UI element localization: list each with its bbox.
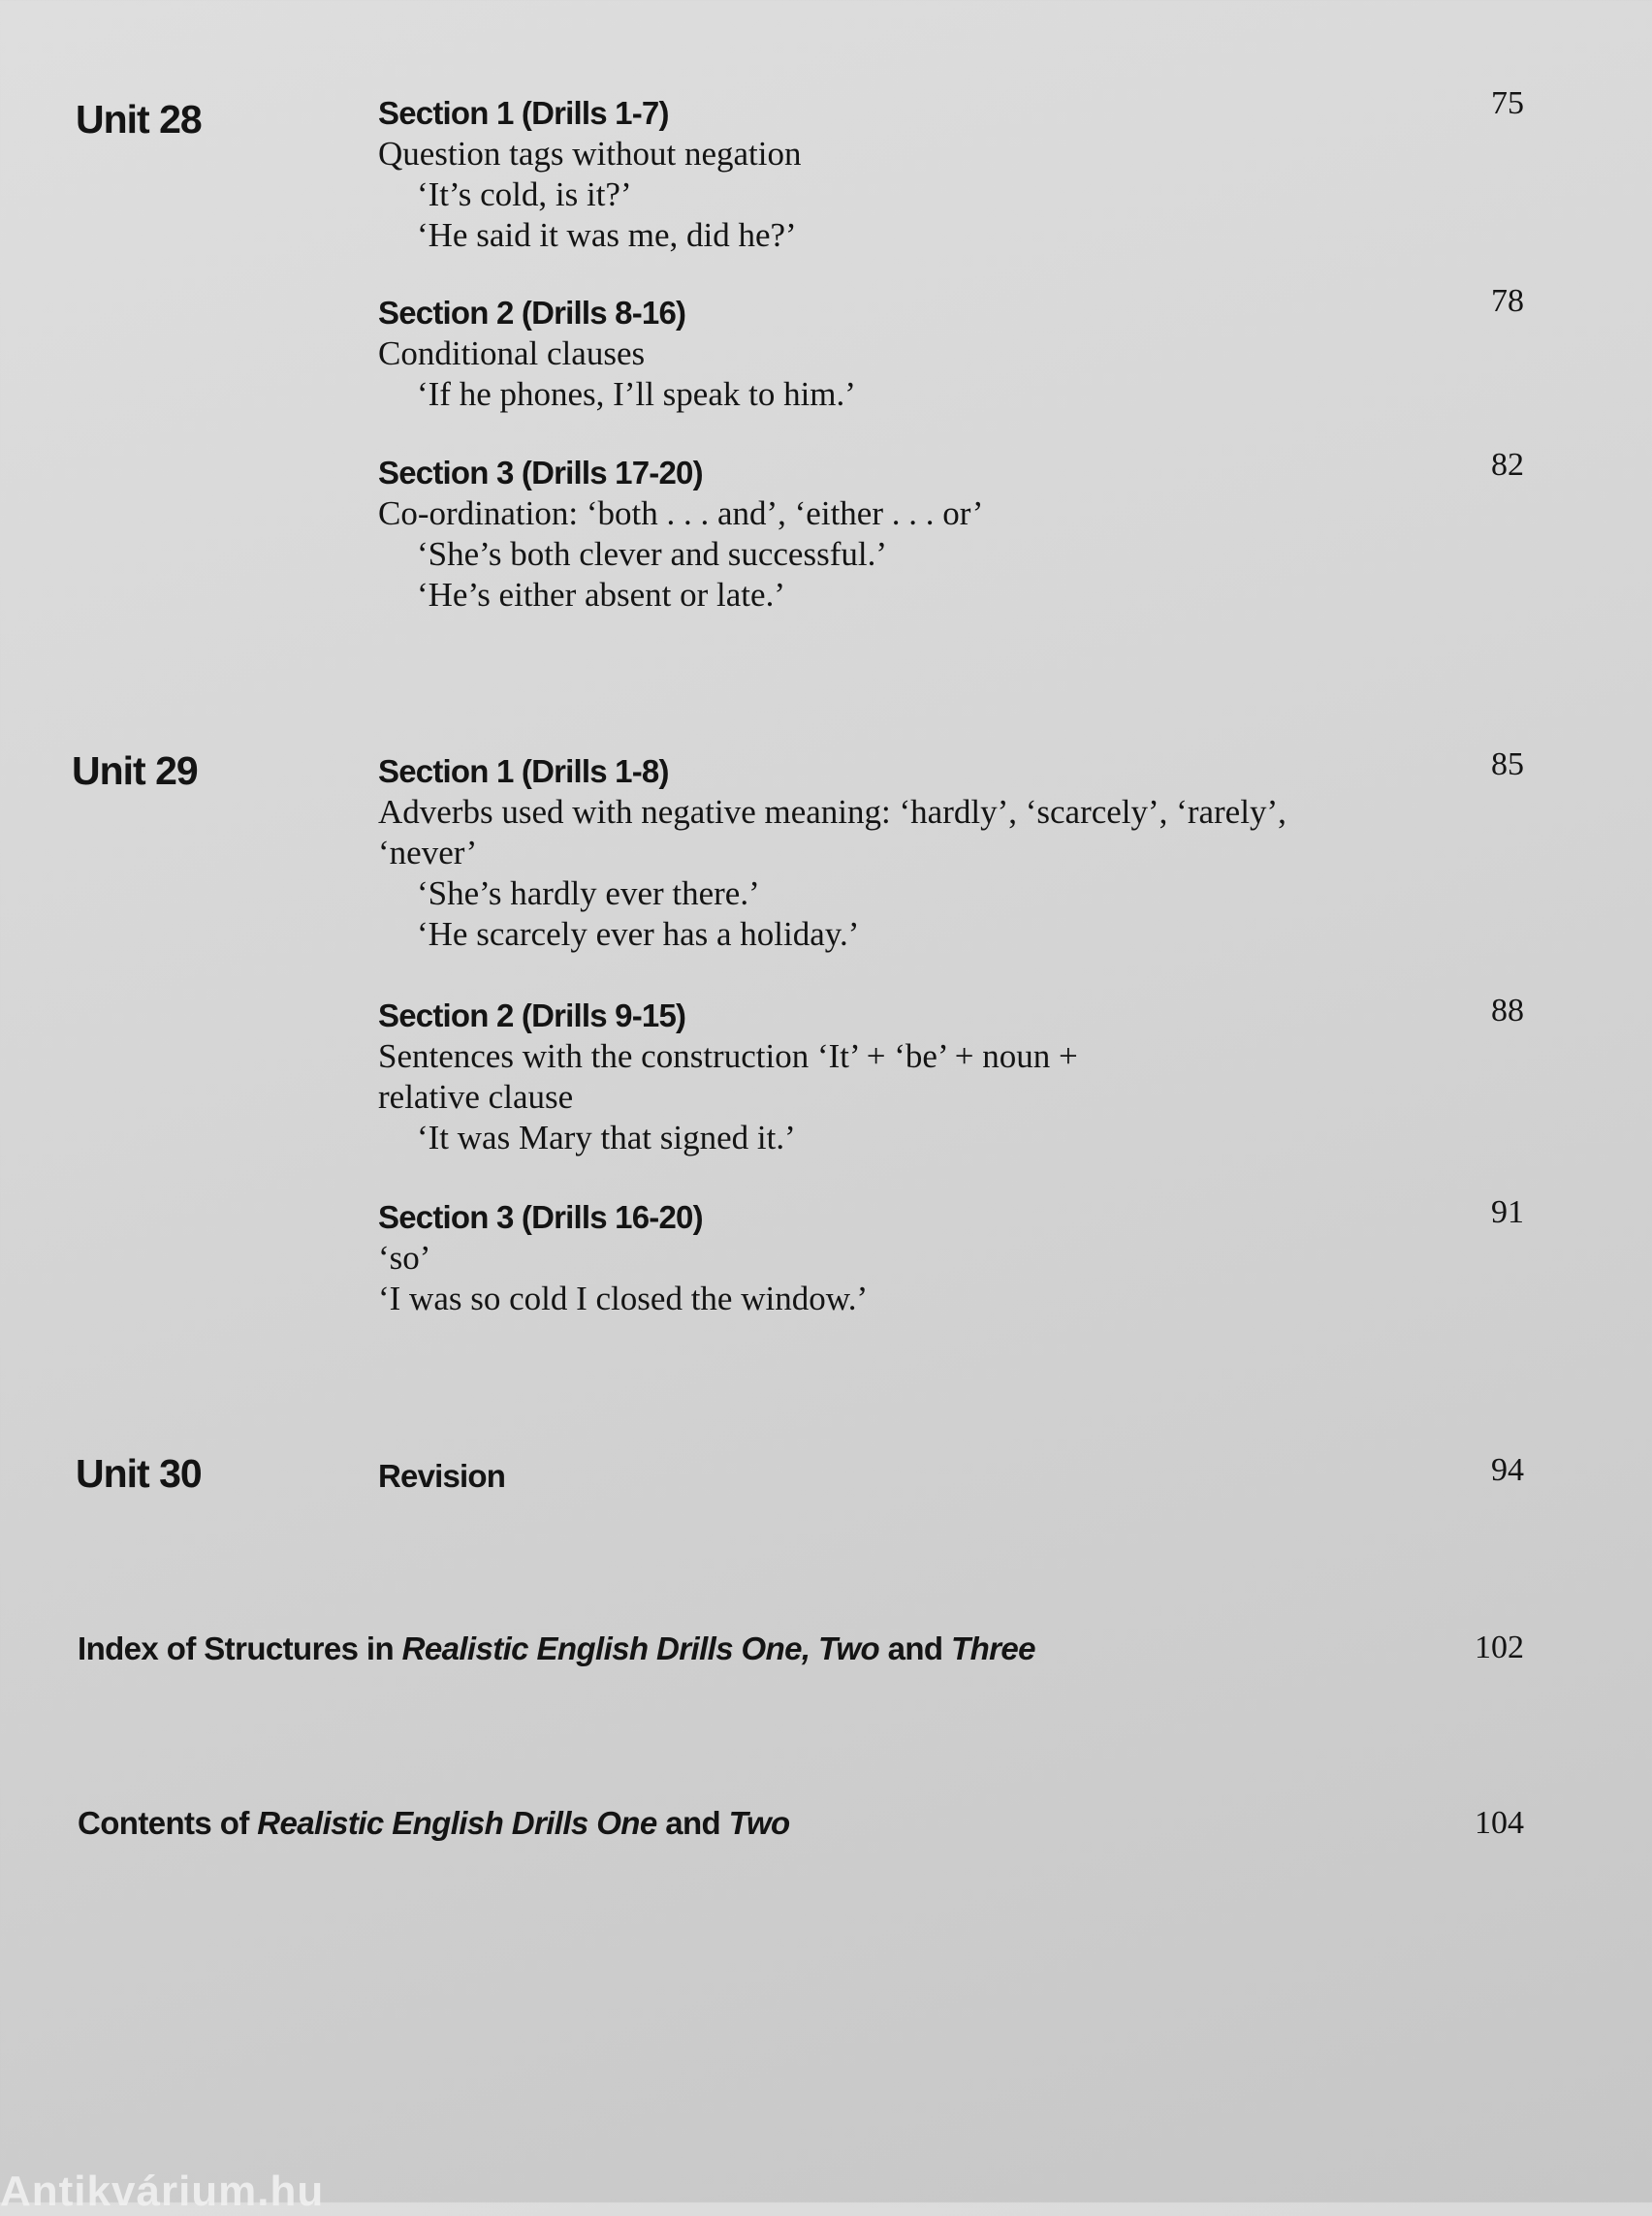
- section-title: Section 3 (Drills 16-20): [378, 1199, 703, 1235]
- book-title: Three: [951, 1630, 1035, 1666]
- unit-28-section-3: [378, 452, 1299, 616]
- section-topic: Co-ordination: ‘both . . . and’, ‘either . . . or’: [378, 494, 984, 532]
- page-number: 78: [1491, 283, 1524, 319]
- unit-29-section-1: [378, 750, 1299, 955]
- unit-30-revision: [378, 1455, 1299, 1497]
- page-number: 91: [1491, 1194, 1524, 1230]
- unit-28-section-2: [378, 292, 1299, 415]
- entry-joiner: and: [879, 1630, 952, 1666]
- page-number: 88: [1491, 993, 1524, 1029]
- unit-29-label: Unit 29: [72, 748, 198, 793]
- book-title: Realistic English Drills One, Two: [401, 1630, 880, 1666]
- section-topic: Adverbs used with negative meaning: ‘hardly’, ‘scarcely’, ‘rarely’,: [378, 793, 1287, 831]
- index-of-structures-entry: [78, 1630, 1035, 1667]
- section-topic: ‘never’: [378, 834, 478, 871]
- section-title: Section 2 (Drills 8-16): [378, 295, 686, 331]
- book-title: Two: [728, 1805, 790, 1841]
- example-line: ‘It’s cold, is it?’: [417, 175, 632, 213]
- page-number: 94: [1491, 1452, 1524, 1488]
- section-topic: Sentences with the construction ‘It’ + ‘be’ + noun +: [378, 1037, 1078, 1075]
- section-title: Section 2 (Drills 9-15): [378, 997, 686, 1033]
- entry-prefix: Index of Structures in: [78, 1630, 402, 1666]
- example-line: ‘If he phones, I’ll speak to him.’: [417, 375, 856, 413]
- example-line: ‘He’s either absent or late.’: [417, 576, 785, 614]
- book-title: Realistic English Drills One: [257, 1805, 657, 1841]
- example-line: ‘He said it was me, did he?’: [417, 216, 797, 254]
- example-line: ‘She’s both clever and successful.’: [417, 535, 887, 573]
- page-number: 85: [1491, 746, 1524, 782]
- unit-28-section-1: [378, 92, 1299, 256]
- section-topic: ‘so’: [378, 1239, 431, 1277]
- section-title: Revision: [378, 1458, 506, 1494]
- unit-30-label: Unit 30: [76, 1451, 202, 1496]
- example-line: ‘She’s hardly ever there.’: [417, 874, 760, 912]
- section-topic: Question tags without negation: [378, 135, 802, 173]
- contents-entry: [78, 1805, 790, 1842]
- unit-29-section-2: [378, 995, 1299, 1158]
- page-number: 104: [1475, 1805, 1524, 1841]
- entry-prefix: Contents of: [78, 1805, 258, 1841]
- page-number: 102: [1475, 1630, 1524, 1665]
- section-topic: Conditional clauses: [378, 334, 646, 372]
- unit-28-label: Unit 28: [76, 97, 202, 142]
- page-number: 75: [1491, 85, 1524, 121]
- section-topic: relative clause: [378, 1078, 574, 1116]
- section-title: Section 1 (Drills 1-7): [378, 95, 669, 131]
- entry-joiner: and: [656, 1805, 729, 1841]
- section-title: Section 3 (Drills 17-20): [378, 455, 703, 491]
- section-title: Section 1 (Drills 1-8): [378, 753, 669, 789]
- page-number: 82: [1491, 447, 1524, 483]
- watermark: Antikvárium.hu: [0, 2168, 325, 2215]
- unit-29-section-3: [378, 1196, 1299, 1319]
- example-line: ‘I was so cold I closed the window.’: [378, 1280, 869, 1317]
- example-line: ‘It was Mary that signed it.’: [417, 1119, 796, 1156]
- example-line: ‘He scarcely ever has a holiday.’: [417, 915, 860, 953]
